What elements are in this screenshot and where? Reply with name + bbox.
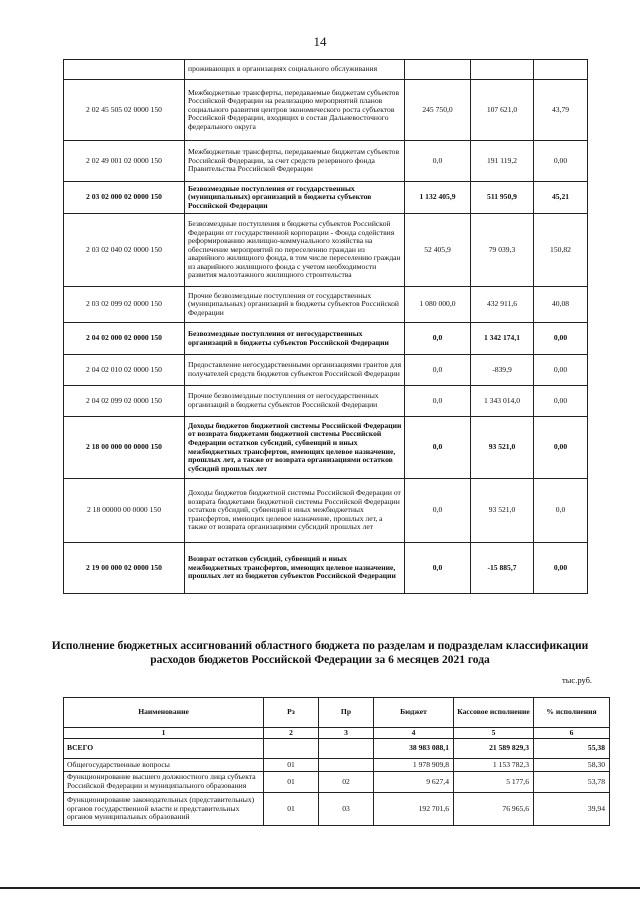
- row-executed: -15 885,7: [471, 543, 534, 594]
- table-row: [64, 772, 610, 793]
- row-budget: 0,0: [405, 141, 471, 182]
- col-number: 5: [454, 728, 534, 739]
- row-budget: 38 983 088,1: [374, 739, 454, 759]
- row-executed: 93 521,0: [471, 417, 534, 479]
- row-executed: 79 039,3: [471, 214, 534, 287]
- revenue-table: [63, 59, 588, 594]
- row-pr: 02: [319, 772, 374, 793]
- row-percent: 0,00: [534, 543, 588, 594]
- column-number-row: [64, 728, 610, 739]
- row-pr: [319, 759, 374, 772]
- row-name: Безвозмездные поступления от государственных (муниципальных) организаций в бюджеты субъектов Российской Федерации: [185, 182, 405, 214]
- row-code: 2 18 00000 00 0000 150: [64, 479, 185, 543]
- row-code: 2 02 49 001 02 0000 150: [64, 141, 185, 182]
- table-row: [64, 739, 610, 759]
- row-executed: 1 343 014,0: [471, 386, 534, 417]
- table-row: [64, 60, 588, 80]
- row-rz: 01: [264, 772, 319, 793]
- table-row: [64, 141, 588, 182]
- row-name: Межбюджетные трансферты, передаваемые бюджетам субъектов Российской Федерации на реализацию мероприятий планов социального развития центров экономического роста субъектов Российской Федерации, входящих в состав Дальневосточного федерального округа: [185, 80, 405, 141]
- row-executed: 5 177,6: [454, 772, 534, 793]
- row-budget: 9 627,4: [374, 772, 454, 793]
- row-executed: 21 589 829,3: [454, 739, 534, 759]
- row-budget: 1 978 909,8: [374, 759, 454, 772]
- row-name: Функционирование высшего должностного лица субъекта Российской Федерации и муниципального образования: [64, 772, 264, 793]
- row-percent: 40,08: [534, 287, 588, 323]
- row-code: 2 03 02 000 02 0000 150: [64, 182, 185, 214]
- row-budget: 1 080 000,0: [405, 287, 471, 323]
- row-name: Прочие безвозмездные поступления от негосударственных организаций в бюджеты субъектов Российской Федерации: [185, 386, 405, 417]
- row-percent: 43,79: [534, 80, 588, 141]
- col-number: 1: [64, 728, 264, 739]
- page-number: 14: [313, 34, 327, 49]
- row-budget: 0,0: [405, 355, 471, 386]
- page-bottom-rule: [0, 887, 640, 889]
- row-executed: 432 911,6: [471, 287, 534, 323]
- table-row: [64, 182, 588, 214]
- row-name: Межбюджетные трансферты, передаваемые бюджетам субъектов Российской Федерации, за счет средств резервного фонда Правительства Российской Федерации: [185, 141, 405, 182]
- row-percent: 0,0: [534, 479, 588, 543]
- row-percent: 0,00: [534, 355, 588, 386]
- row-executed: 1 153 782,3: [454, 759, 534, 772]
- row-percent: 150,82: [534, 214, 588, 287]
- row-rz: 01: [264, 759, 319, 772]
- row-budget: 0,0: [405, 323, 471, 355]
- row-executed: 1 342 174,1: [471, 323, 534, 355]
- row-percent: 53,78: [534, 772, 610, 793]
- row-name: Общегосударственные вопросы: [64, 759, 264, 772]
- row-name: Безвозмездные поступления в бюджеты субъектов Российской Федерации от государственной корпорации - Фонда содействия реформированию жилищно-коммунального хозяйства на обеспечение мероприятий по переселению граждан из аварийного жилищного фонда, в том числе переселению граждан из аварийного жилищного фонда с учетом необходимости развития малоэтажного жилищного строительства: [185, 214, 405, 287]
- table-header-row: [64, 698, 610, 728]
- row-code: [64, 60, 185, 80]
- table-row: [64, 355, 588, 386]
- row-executed: 511 950,9: [471, 182, 534, 214]
- row-budget: 0,0: [405, 386, 471, 417]
- table-row: [64, 323, 588, 355]
- col-number: 2: [264, 728, 319, 739]
- row-percent: [534, 60, 588, 80]
- row-code: 2 03 02 040 02 0000 150: [64, 214, 185, 287]
- row-executed: -839,9: [471, 355, 534, 386]
- row-name: Возврат остатков субсидий, субвенций и иных межбюджетных трансфертов, имеющих целевое назначение, прошлых лет из бюджетов субъектов Российской Федерации: [185, 543, 405, 594]
- col-number: 3: [319, 728, 374, 739]
- header-budget: Бюджет: [374, 698, 454, 728]
- row-name: ВСЕГО: [64, 739, 264, 759]
- header-percent: % исполнения: [534, 698, 610, 728]
- row-name: Доходы бюджетов бюджетной системы Российской Федерации от возврата бюджетами бюджетной системы Российской Федерации остатков субсидий, субвенций и иных межбюджетных трансфертов, имеющих целевое назначение, прошлых лет, а также от возврата организациями остатков субсидий прошлых лет: [185, 417, 405, 479]
- units-label: тыс.руб.: [562, 675, 593, 685]
- table-row: [64, 479, 588, 543]
- row-code: 2 03 02 099 02 0000 150: [64, 287, 185, 323]
- table-row: [64, 80, 588, 141]
- table-row: [64, 759, 610, 772]
- row-code: 2 04 02 000 02 0000 150: [64, 323, 185, 355]
- table-row: [64, 287, 588, 323]
- header-rz: Рз: [264, 698, 319, 728]
- row-executed: 107 621,0: [471, 80, 534, 141]
- row-name: Функционирование законодательных (представительных) органов государственной власти и представительных органов муниципальных образований: [64, 793, 264, 826]
- table-row: [64, 386, 588, 417]
- row-percent: 58,30: [534, 759, 610, 772]
- row-executed: 76 965,6: [454, 793, 534, 826]
- col-number: 4: [374, 728, 454, 739]
- row-name: Прочие безвозмездные поступления от государственных (муниципальных) организаций в бюджеты субъектов Российской Федерации: [185, 287, 405, 323]
- row-executed: [471, 60, 534, 80]
- section-heading: Исполнение бюджетных ассигнований областного бюджета по разделам и подразделам классификации расходов бюджетов Российской Федерации за 6 месяцев 2021 года: [51, 640, 589, 666]
- row-code: 2 04 02 010 02 0000 150: [64, 355, 185, 386]
- row-percent: 0,00: [534, 417, 588, 479]
- header-pr: Пр: [319, 698, 374, 728]
- row-percent: 55,38: [534, 739, 610, 759]
- row-code: 2 19 00 000 02 0000 150: [64, 543, 185, 594]
- row-percent: 0,00: [534, 323, 588, 355]
- row-name: Доходы бюджетов бюджетной системы Российской Федерации от возврата бюджетами бюджетной системы Российской Федерации остатков субсидий, субвенций и иных межбюджетных трансфертов, имеющих целевое назначение, прошлых лет, а также от возврата организациями субсидий прошлых лет: [185, 479, 405, 543]
- table-row: [64, 214, 588, 287]
- expenditure-table: [63, 697, 610, 826]
- row-executed: 191 119,2: [471, 141, 534, 182]
- row-budget: 0,0: [405, 543, 471, 594]
- row-name: проживающих в организациях социального обслуживания: [185, 60, 405, 80]
- row-code: 2 04 02 099 02 0000 150: [64, 386, 185, 417]
- row-percent: 39,94: [534, 793, 610, 826]
- row-budget: 245 750,0: [405, 80, 471, 141]
- header-name: Наименование: [64, 698, 264, 728]
- row-rz: [264, 739, 319, 759]
- row-budget: 0,0: [405, 417, 471, 479]
- row-code: 2 02 45 505 02 0000 150: [64, 80, 185, 141]
- row-budget: 52 405,9: [405, 214, 471, 287]
- table-row: [64, 793, 610, 826]
- row-budget: [405, 60, 471, 80]
- row-percent: 45,21: [534, 182, 588, 214]
- table-row: [64, 417, 588, 479]
- table-row: [64, 543, 588, 594]
- row-pr: 03: [319, 793, 374, 826]
- row-percent: 0,00: [534, 386, 588, 417]
- row-rz: 01: [264, 793, 319, 826]
- row-budget: 0,0: [405, 479, 471, 543]
- row-budget: 192 701,6: [374, 793, 454, 826]
- row-name: Предоставление негосударственными организациями грантов для получателей средств бюджетов субъектов Российской Федерации: [185, 355, 405, 386]
- row-percent: 0,00: [534, 141, 588, 182]
- row-budget: 1 132 405,9: [405, 182, 471, 214]
- row-code: 2 18 00 000 00 0000 150: [64, 417, 185, 479]
- col-number: 6: [534, 728, 610, 739]
- header-executed: Кассовое исполнение: [454, 698, 534, 728]
- row-pr: [319, 739, 374, 759]
- row-name: Безвозмездные поступления от негосударственных организаций в бюджеты субъектов Российской Федерации: [185, 323, 405, 355]
- row-executed: 93 521,0: [471, 479, 534, 543]
